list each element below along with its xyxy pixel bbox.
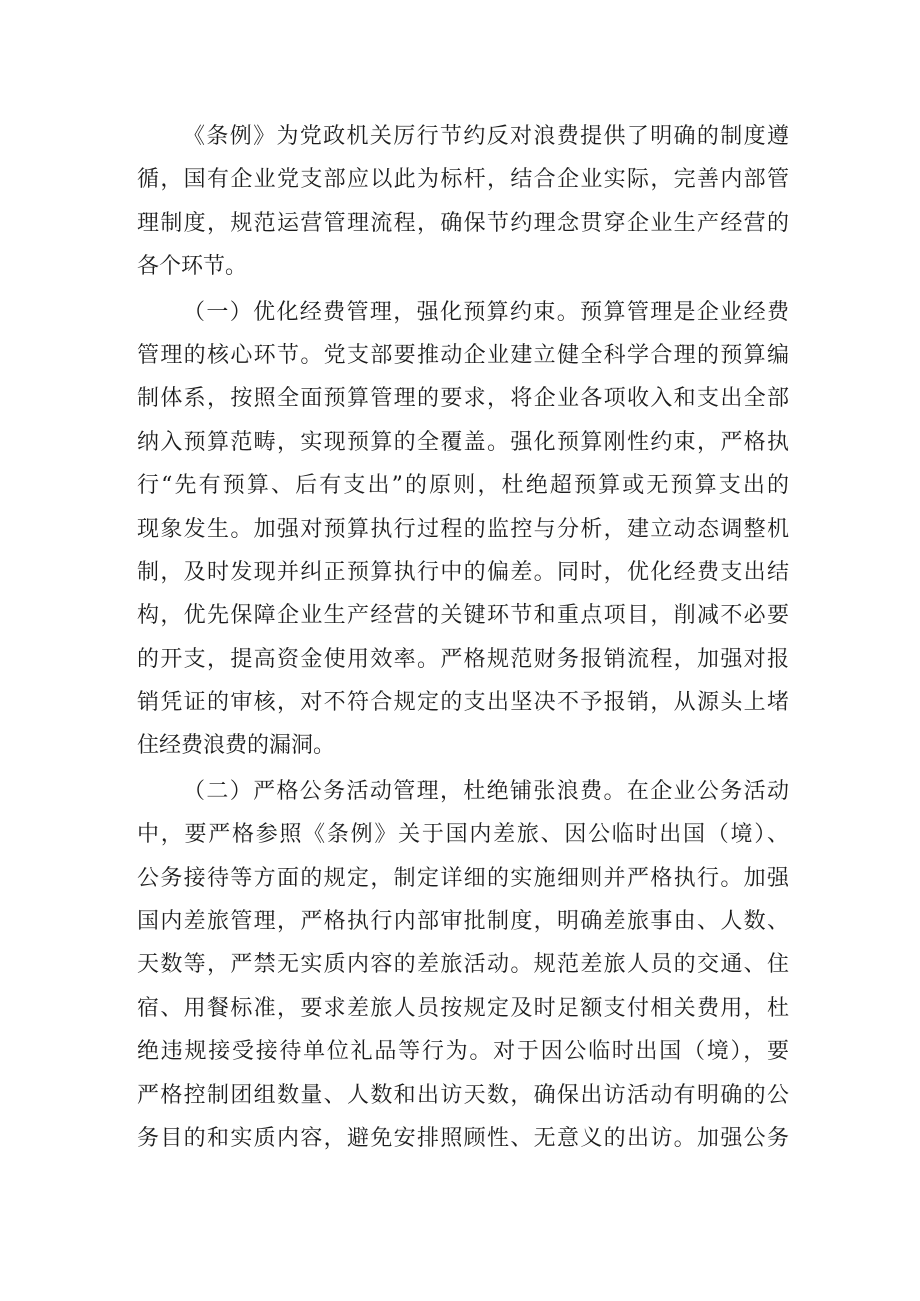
paragraph-1 [137, 115, 789, 289]
paragraph-line: 各个环节。 [137, 254, 248, 280]
paragraph-line: 循，国有企业党支部应以此为标杆，结合企业实际，完善内部管 [137, 167, 789, 193]
paragraph-line: 国内差旅管理，严格执行内部审批制度，明确差旅事由、人数、 [137, 909, 789, 935]
paragraph-line: 管理的核心环节。党支部要推动企业建立健全科学合理的预算编 [137, 342, 789, 368]
paragraph-line: 天数等，严禁无实质内容的差旅活动。规范差旅人员的交通、住 [137, 952, 789, 978]
paragraph-line: 现象发生。加强对预算执行过程的监控与分析，建立动态调整机 [137, 516, 789, 542]
paragraph-line: 构，优先保障企业生产经营的关键环节和重点项目，削减不必要 [137, 603, 789, 629]
paragraph-line: 公务接待等方面的规定，制定详细的实施细则并严格执行。加强 [137, 865, 789, 891]
paragraph-line: 中，要严格参照《条例》关于国内差旅、因公临时出国（境）、 [137, 822, 789, 848]
paragraph-line: 纳入预算范畴，实现预算的全覆盖。强化预算刚性约束，严格执 [137, 429, 789, 455]
paragraph-line: 住经费浪费的漏洞。 [137, 733, 336, 759]
paragraph-line: 行“先有预算、后有支出”的原则，杜绝超预算或无预算支出的 [137, 473, 789, 499]
paragraph-2 [137, 291, 789, 768]
paragraph-line: （二）严格公务活动管理，杜绝铺张浪费。在企业公务活动 [183, 778, 789, 804]
document-body [137, 115, 789, 1160]
paragraph-line: 严格控制团组数量、人数和出访天数，确保出访活动有明确的公 [137, 1082, 789, 1108]
paragraph-line: 制体系，按照全面预算管理的要求，将企业各项收入和支出全部 [137, 386, 789, 412]
paragraph-line: 绝违规接受接待单位礼品等行为。对于因公临时出国（境），要 [137, 1039, 789, 1065]
paragraph-line: 理制度，规范运营管理流程，确保节约理念贯穿企业生产经营的 [137, 210, 789, 236]
paragraph-line: 销凭证的审核，对不符合规定的支出坚决不予报销，从源头上堵 [137, 690, 789, 716]
paragraph-line: 《条例》为党政机关厉行节约反对浪费提供了明确的制度遵 [183, 124, 789, 149]
paragraph-line: 务目的和实质内容，避免安排照顾性、无意义的出访。加强公务 [137, 1125, 789, 1151]
paragraph-3 [137, 770, 789, 1161]
paragraph-line: 制，及时发现并纠正预算执行中的偏差。同时，优化经费支出结 [137, 559, 789, 585]
paragraph-line: （一）优化经费管理，强化预算约束。预算管理是企业经费 [183, 299, 789, 325]
paragraph-line: 宿、用餐标准，要求差旅人员按规定及时足额支付相关费用，杜 [137, 995, 789, 1021]
paragraph-line: 的开支，提高资金使用效率。严格规范财务报销流程，加强对报 [137, 646, 789, 672]
